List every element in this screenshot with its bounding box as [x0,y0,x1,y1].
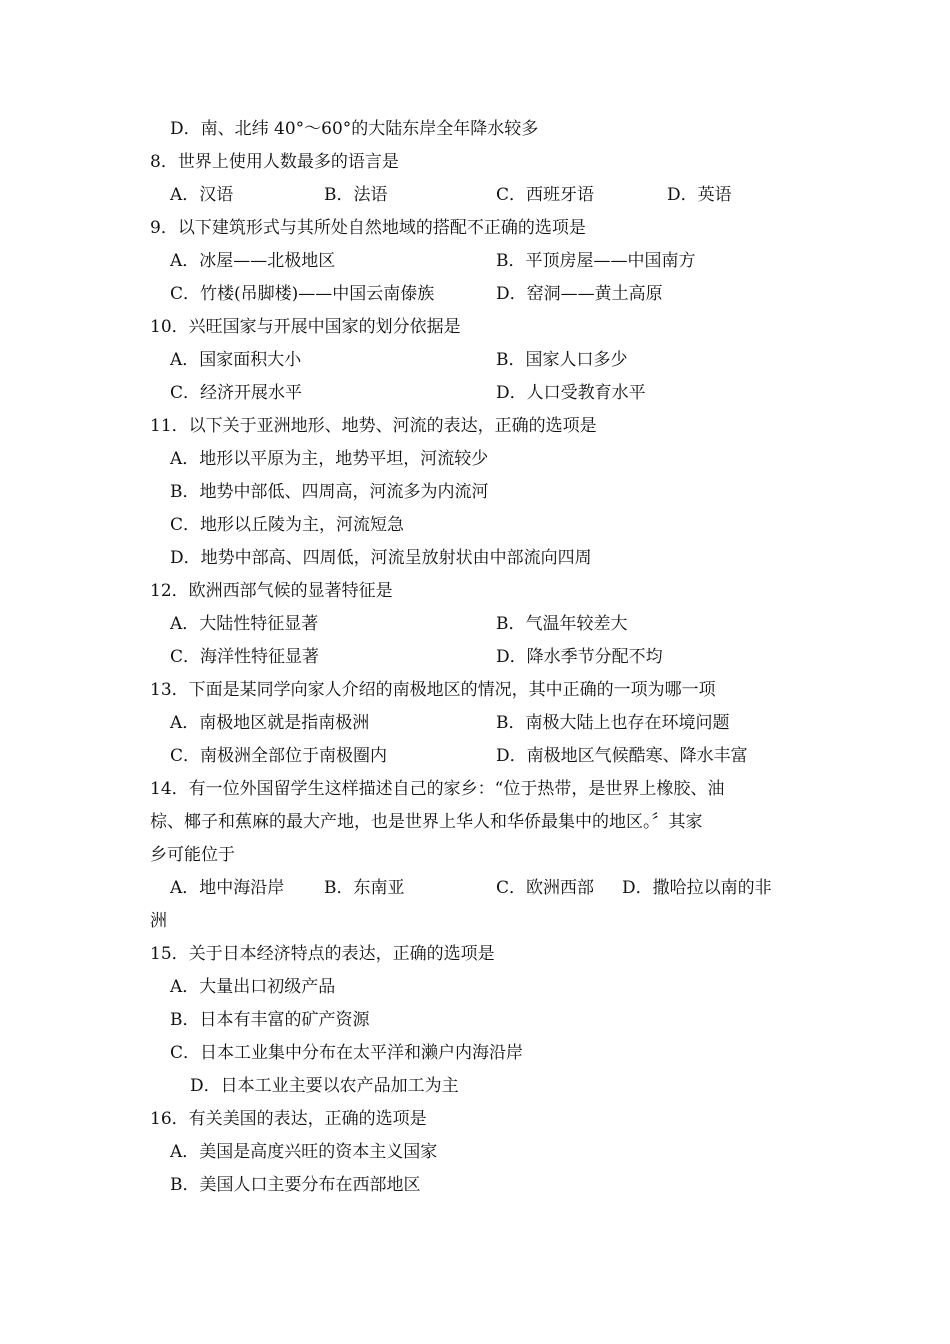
q11-stem: 11．以下关于亚洲地形、地势、河流的表达，正确的选项是 [150,416,597,436]
q12-option-d: D．降水季节分配不均 [496,647,663,667]
q10-option-a: A．国家面积大小 [170,350,302,370]
q15-option-d: D．日本工业主要以农产品加工为主 [190,1076,459,1096]
q14-option-d-continuation: 洲 [150,911,167,931]
q11-option-d: D．地势中部高、四周低，河流呈放射状由中部流向四周 [170,548,592,568]
q14-option-d: D．撒哈拉以南的非 [622,878,772,898]
q10-option-c: C．经济开展水平 [170,383,303,403]
q12-option-a: A．大陆性特征显著 [170,614,319,634]
q14-option-a: A．地中海沿岸 [170,878,285,898]
q9-option-c: C．竹楼(吊脚楼)——中国云南傣族 [170,284,435,304]
q10-option-b: B．国家人口多少 [496,350,628,370]
q16-stem: 16．有关美国的表达，正确的选项是 [150,1109,427,1129]
q8-option-b: B．法语 [324,185,388,205]
q15-option-c: C．日本工业集中分布在太平洋和濑户内海沿岸 [170,1043,524,1063]
q8-option-c: C．西班牙语 [496,185,595,205]
q16-option-a: A．美国是高度兴旺的资本主义国家 [170,1142,438,1162]
q11-option-c: C．地形以丘陵为主，河流短急 [170,515,405,535]
q9-option-a: A．冰屋——北极地区 [170,251,336,271]
q12-option-b: B．气温年较差大 [496,614,628,634]
q10-stem: 10．兴旺国家与开展中国家的划分依据是 [150,317,461,337]
q9-option-b: B．平顶房屋——中国南方 [496,251,696,271]
q13-option-c: C．南极洲全部位于南极圈内 [170,746,388,766]
q8-option-a: A．汉语 [170,185,234,205]
q14-stem-line3: 乡可能位于 [150,845,235,865]
q14-option-c: C．欧洲西部 [496,878,595,898]
q12-option-c: C．海洋性特征显著 [170,647,320,667]
q7-option-d: D．南、北纬 40°～60°的大陆东岸全年降水较多 [170,119,539,139]
q14-stem-line2: 棕、椰子和蕉麻的最大产地，也是世界上华人和华侨最集中的地区。〞其家 [150,812,703,832]
q9-option-d: D．窑洞——黄土高原 [496,284,663,304]
q12-stem: 12．欧洲西部气候的显著特征是 [150,581,393,601]
q13-option-b: B．南极大陆上也存在环境问题 [496,713,730,733]
q10-option-d: D．人口受教育水平 [496,383,646,403]
q9-stem: 9．以下建筑形式与其所处自然地域的搭配不正确的选项是 [150,218,586,238]
q15-stem: 15．关于日本经济特点的表达，正确的选项是 [150,944,495,964]
q13-option-d: D．南极地区气候酷寒、降水丰富 [496,746,748,766]
q15-option-b: B．日本有丰富的矿产资源 [170,1010,370,1030]
q16-option-b: B．美国人口主要分布在西部地区 [170,1175,421,1195]
q13-option-a: A．南极地区就是指南极洲 [170,713,370,733]
q8-stem: 8．世界上使用人数最多的语言是 [150,152,399,172]
q11-option-a: A．地形以平原为主，地势平坦，河流较少 [170,449,489,469]
q15-option-a: A．大量出口初级产品 [170,977,336,997]
q13-stem: 13．下面是某同学向家人介绍的南极地区的情况，其中正确的一项为哪一项 [150,680,716,700]
q14-option-b: B．东南亚 [324,878,405,898]
q14-stem-line1: 14．有一位外国留学生这样描述自己的家乡：“位于热带，是世界上橡胶、油 [150,779,725,799]
q8-option-d: D．英语 [667,185,732,205]
q11-option-b: B．地势中部低、四周高，河流多为内流河 [170,482,489,502]
